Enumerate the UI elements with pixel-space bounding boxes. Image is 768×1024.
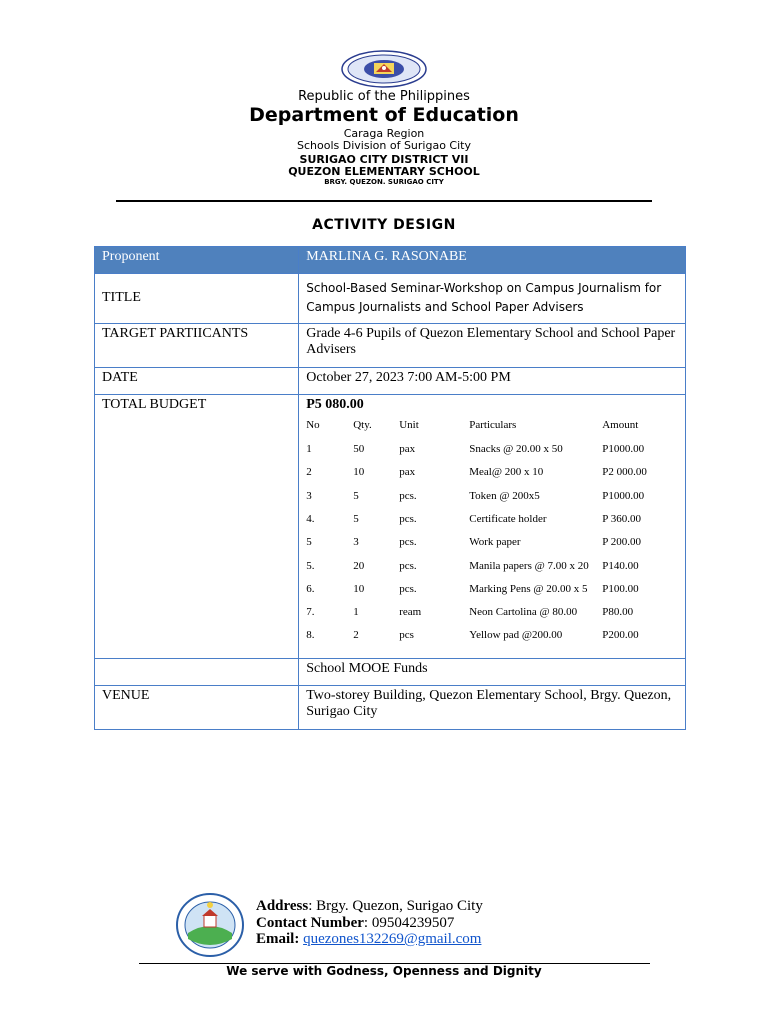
item-qty: 5	[353, 512, 359, 525]
budget-total: P5 080.00	[306, 397, 364, 412]
title-row	[95, 274, 686, 324]
item-amount: P80.00	[602, 606, 634, 619]
budget-header-particulars: Particulars	[469, 419, 517, 431]
item-qty: 5	[353, 489, 359, 502]
fund-row	[95, 659, 686, 686]
budget-row	[95, 395, 686, 659]
item-no: 8.	[306, 629, 315, 642]
department-title: Department of Education	[249, 104, 519, 126]
budget-label: TOTAL BUDGET	[95, 395, 299, 659]
region-line: Caraga Region	[343, 127, 425, 140]
item-amount: P2 000.00	[602, 466, 647, 479]
item-particulars: Manila papers @ 7.00 x 20	[469, 559, 589, 572]
item-unit: pcs.	[399, 536, 417, 549]
item-amount: P1000.00	[602, 443, 645, 455]
item-particulars: Neon Cartolina @ 80.00	[469, 606, 578, 619]
item-unit: pax	[399, 466, 416, 479]
target-value: Grade 4-6 Pupils of Quezon Elementary School and School Paper Advisers	[299, 324, 686, 368]
item-unit: ream	[399, 606, 422, 619]
item-particulars: Certificate holder	[469, 512, 547, 525]
activity-table	[94, 246, 686, 730]
item-particulars: Snacks @ 20.00 x 50	[469, 443, 563, 455]
item-particulars: Work paper	[469, 536, 521, 549]
target-label: TARGET PARTIICANTS	[95, 324, 299, 368]
item-no: 3	[306, 489, 312, 502]
school-name: QUEZON ELEMENTARY SCHOOL	[288, 165, 480, 178]
item-unit: pcs.	[399, 559, 417, 572]
document-title: ACTIVITY DESIGN	[312, 217, 456, 233]
item-qty: 2	[353, 629, 359, 642]
fund-value: School MOOE Funds	[299, 659, 686, 686]
proponent-label: Proponent	[95, 247, 299, 274]
budget-header-amount: Amount	[602, 419, 639, 431]
division-line: Schools Division of Surigao City	[297, 139, 471, 152]
target-row	[95, 324, 686, 368]
footer-email: Email: quezones132269@gmail.com	[256, 931, 482, 947]
school-seal-icon	[176, 893, 244, 957]
header-divider	[116, 200, 652, 202]
title-label: TITLE	[95, 274, 299, 324]
item-qty: 10	[353, 582, 365, 595]
title-value: School-Based Seminar-Workshop on Campus Journalism for Campus Journalists and School Paper Advisers	[299, 274, 686, 324]
item-no: 4.	[306, 512, 315, 525]
date-row	[95, 368, 686, 395]
item-no: 1	[306, 443, 312, 455]
venue-label: VENUE	[95, 686, 299, 730]
school-address: BRGY. QUEZON. SURIGAO CITY	[324, 178, 444, 186]
fund-label-empty	[95, 659, 299, 686]
budget-header-unit: Unit	[399, 419, 419, 431]
item-unit: pcs.	[399, 512, 417, 525]
item-amount: P140.00	[602, 559, 639, 572]
item-unit: pax	[399, 443, 416, 455]
email-link[interactable]: quezones132269@gmail.com	[303, 931, 482, 947]
footer-address: Address: Brgy. Quezon, Surigao City	[256, 898, 483, 914]
item-no: 7.	[306, 606, 315, 619]
budget-cell	[299, 395, 686, 659]
proponent-value: MARLINA G. RASONABE	[299, 247, 686, 274]
date-label: DATE	[95, 368, 299, 395]
item-unit: pcs	[399, 629, 414, 642]
district-line: SURIGAO CITY DISTRICT VII	[299, 153, 469, 166]
budget-header-no: No	[306, 419, 320, 431]
item-amount: P100.00	[602, 582, 639, 595]
item-qty: 20	[353, 559, 365, 572]
republic-line: Republic of the Philippines	[298, 89, 470, 104]
item-amount: P 200.00	[602, 536, 641, 549]
deped-seal-icon	[341, 50, 427, 88]
item-qty: 50	[353, 443, 365, 455]
footer-contact: Contact Number: 09504239507	[256, 915, 455, 931]
proponent-row	[95, 247, 686, 274]
school-motto: We serve with Godness, Openness and Dignity	[226, 964, 542, 978]
item-unit: pcs.	[399, 489, 417, 502]
item-no: 6.	[306, 582, 315, 595]
item-qty: 3	[353, 536, 359, 549]
item-qty: 10	[353, 466, 365, 479]
item-particulars: Marking Pens @ 20.00 x 5	[469, 582, 588, 595]
item-no: 5	[306, 536, 312, 549]
item-amount: P1000.00	[602, 489, 645, 502]
item-particulars: Yellow pad @200.00	[469, 629, 563, 642]
item-particulars: Meal@ 200 x 10	[469, 466, 544, 479]
item-no: 2	[306, 466, 312, 479]
venue-value: Two-storey Building, Quezon Elementary School, Brgy. Quezon, Surigao City	[299, 686, 686, 730]
venue-row	[95, 686, 686, 730]
date-value: October 27, 2023 7:00 AM-5:00 PM	[299, 368, 686, 395]
item-unit: pcs.	[399, 582, 417, 595]
item-qty: 1	[353, 606, 359, 619]
item-no: 5.	[306, 559, 315, 572]
item-amount: P200.00	[602, 629, 639, 642]
budget-header-qty: Qty.	[353, 419, 372, 431]
item-particulars: Token @ 200x5	[469, 489, 540, 502]
item-amount: P 360.00	[602, 512, 641, 525]
